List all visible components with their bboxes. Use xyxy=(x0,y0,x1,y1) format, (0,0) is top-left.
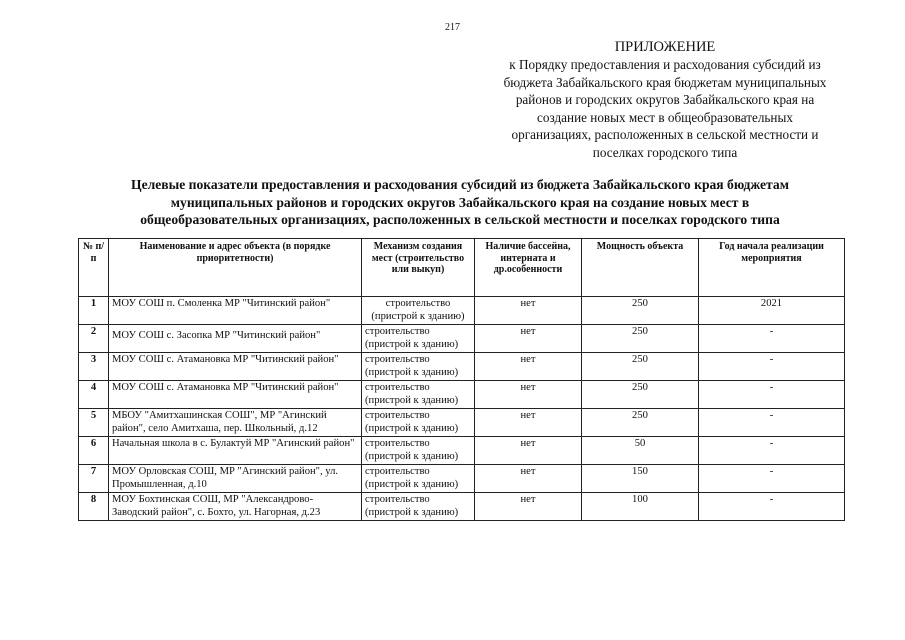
header-num: № п/п xyxy=(79,239,109,297)
row-name: МБОУ "Амитхашинская СОШ", МР "Агинский район", село Амитхаша, пер. Школьный, д.12 xyxy=(109,409,362,437)
table-row xyxy=(79,325,845,353)
row-pool: нет xyxy=(475,297,582,325)
table-row xyxy=(79,409,845,437)
appendix-line: районов и городских округов Забайкальского края на xyxy=(515,92,815,108)
document-title-line: муниципальных районов и городских округов Забайкальского края на создание новых мест в xyxy=(170,194,750,210)
row-capacity: 150 xyxy=(582,465,699,493)
row-year: - xyxy=(699,381,845,409)
row-mechanism: строительство (пристрой к зданию) xyxy=(362,437,475,465)
appendix-title: ПРИЛОЖЕНИЕ xyxy=(614,39,716,55)
row-pool: нет xyxy=(475,437,582,465)
row-year: - xyxy=(699,325,845,353)
table-row xyxy=(79,297,845,325)
header-year: Год начала реализации мероприятия xyxy=(699,239,845,297)
row-mechanism: строительство (пристрой к зданию) xyxy=(362,493,475,521)
row-capacity: 250 xyxy=(582,353,699,381)
row-num: 8 xyxy=(79,493,109,521)
row-mechanism: строительство (пристрой к зданию) xyxy=(362,353,475,381)
row-name: МОУ СОШ п. Смоленка МР "Читинский район" xyxy=(109,297,362,325)
table-header-row xyxy=(79,239,845,297)
row-capacity: 250 xyxy=(582,381,699,409)
row-year: 2021 xyxy=(699,297,845,325)
row-name: Начальная школа в с. Булактуй МР "Агинский район" xyxy=(109,437,362,465)
row-capacity: 250 xyxy=(582,297,699,325)
table-row xyxy=(79,437,845,465)
header-mechanism: Механизм создания мест (строительство или выкуп) xyxy=(362,239,475,297)
header-name: Наименование и адрес объекта (в порядке приоритетности) xyxy=(109,239,362,297)
row-num: 5 xyxy=(79,409,109,437)
row-name: МОУ Бохтинская СОШ, МР "Александрово-Заводский район", с. Бохто, ул. Нагорная, д.23 xyxy=(109,493,362,521)
document-title-line: Целевые показатели предоставления и расходования субсидий из бюджета Забайкальского края бюджетам xyxy=(131,177,789,192)
appendix-line: организациях, расположенных в сельской местности и xyxy=(511,127,819,143)
row-pool: нет xyxy=(475,353,582,381)
row-pool: нет xyxy=(475,325,582,353)
header-pool: Наличие бассейна, интерната и др.особенности xyxy=(475,239,582,297)
row-num: 3 xyxy=(79,353,109,381)
row-capacity: 100 xyxy=(582,493,699,521)
row-num: 2 xyxy=(79,325,109,353)
row-capacity: 50 xyxy=(582,437,699,465)
document-title xyxy=(60,176,860,229)
row-year: - xyxy=(699,353,845,381)
appendix-line: бюджета Забайкальского края бюджетам муниципальных xyxy=(503,74,827,90)
row-name: МОУ СОШ с. Засопка МР "Читинский район" xyxy=(109,325,362,353)
row-capacity: 250 xyxy=(582,409,699,437)
row-year: - xyxy=(699,409,845,437)
page-number: 217 xyxy=(445,22,460,33)
row-year: - xyxy=(699,493,845,521)
row-pool: нет xyxy=(475,465,582,493)
row-capacity: 250 xyxy=(582,325,699,353)
document-title-line: общеобразовательных организациях, расположенных в сельской местности и поселках городского типа xyxy=(140,212,780,228)
row-pool: нет xyxy=(475,409,582,437)
header-capacity: Мощность объекта xyxy=(582,239,699,297)
row-pool: нет xyxy=(475,381,582,409)
table-row xyxy=(79,493,845,521)
row-num: 6 xyxy=(79,437,109,465)
row-mechanism: строительство (пристрой к зданию) xyxy=(362,465,475,493)
appendix-line: к Порядку предоставления и расходования субсидий из xyxy=(509,57,821,72)
row-mechanism: строительство (пристрой к зданию) xyxy=(362,381,475,409)
row-num: 1 xyxy=(79,297,109,325)
appendix-line: поселках городского типа xyxy=(592,144,738,160)
row-mechanism: строительство (пристрой к зданию) xyxy=(362,325,475,353)
row-pool: нет xyxy=(475,493,582,521)
table-row xyxy=(79,353,845,381)
targets-table xyxy=(78,238,845,521)
appendix-block xyxy=(470,38,860,162)
row-name: МОУ СОШ с. Атамановка МР "Читинский район" xyxy=(109,381,362,409)
row-mechanism: строительство (пристрой к зданию) xyxy=(362,297,475,325)
row-year: - xyxy=(699,465,845,493)
table-row xyxy=(79,465,845,493)
row-num: 7 xyxy=(79,465,109,493)
row-name: МОУ СОШ с. Атамановка МР "Читинский район" xyxy=(109,353,362,381)
row-num: 4 xyxy=(79,381,109,409)
appendix-line: создание новых мест в общеобразовательных xyxy=(537,109,793,125)
row-name: МОУ Орловская СОШ, МР "Агинский район", ул. Промышленная, д.10 xyxy=(109,465,362,493)
table-row xyxy=(79,381,845,409)
row-mechanism: строительство (пристрой к зданию) xyxy=(362,409,475,437)
row-year: - xyxy=(699,437,845,465)
